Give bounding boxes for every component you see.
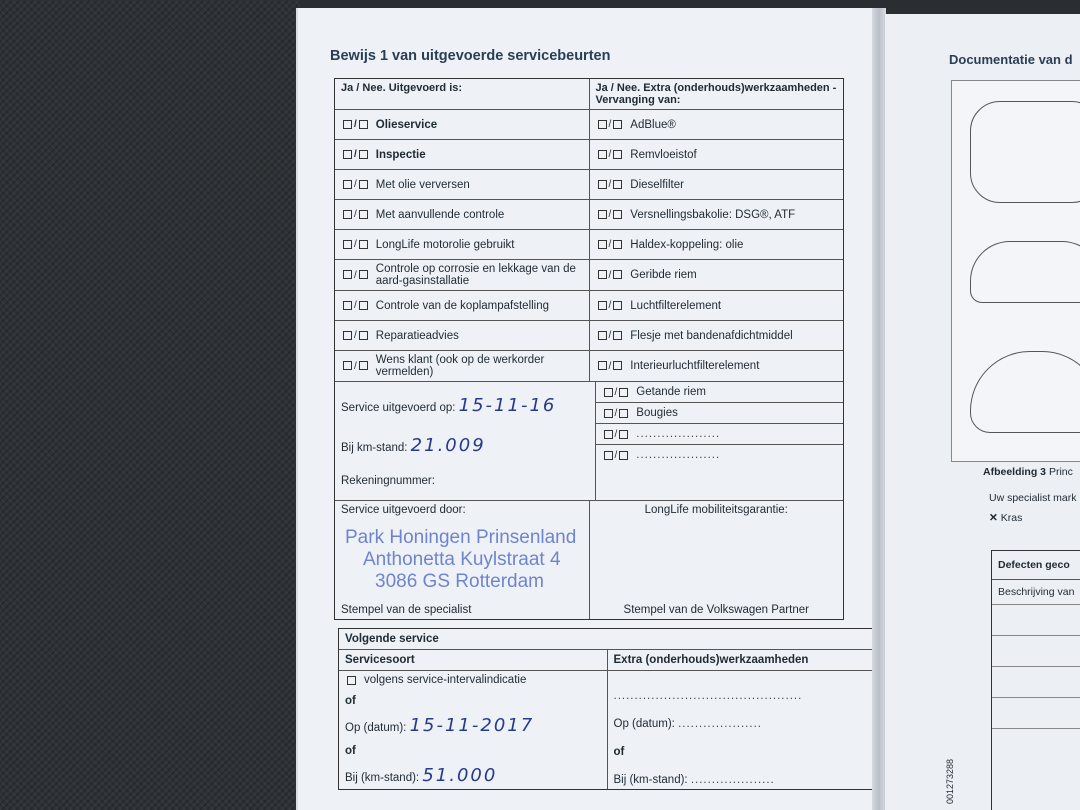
row-left-label: Met olie verversen [375,178,470,191]
car-side-view [970,241,1080,303]
table-row [335,321,843,351]
next-km-value: 51.000 [422,765,498,786]
checkbox[interactable]: / [341,179,370,190]
row-left-label: Olieservice [375,118,438,131]
dealer-stamp [341,527,576,593]
checkbox[interactable]: / [602,450,631,461]
figure-number: Afbeelding 3 [983,466,1047,478]
car-top-view [970,101,1080,203]
extra-item: Bougies [636,407,678,419]
performed-by-label: Service uitgevoerd door: [341,504,466,516]
booklet-right-page [884,14,1080,810]
header-left: Ja / Nee. Uitgevoerd is: [335,79,590,109]
table-row [335,260,843,291]
row-left-label: Met aanvullende controle [375,208,505,221]
row-left-label: Wens klant (ook op de werkorder vermelden) [375,354,545,378]
row-left-label: Controle van de koplampafstelling [375,299,550,312]
service-date-value: 15-11-16 [458,394,557,416]
checkbox[interactable]: / [602,429,631,440]
checkbox[interactable]: / [602,387,631,398]
table-row [335,170,843,200]
table-row [335,230,843,260]
row-left-label: Reparatieadvies [375,329,459,342]
extra-date-label: Op (datum): [613,718,675,730]
row-right-label: Dieselfilter [630,178,684,191]
checkbox[interactable]: / [341,361,370,372]
checkbox[interactable]: / [341,270,370,281]
row-right-label: AdBlue® [630,118,676,131]
checkbox[interactable]: / [341,300,370,311]
row-left-label: Inspectie [375,148,426,161]
invoice-label: Rekeningnummer: [341,475,435,488]
row-right-label: Luchtfilterelement [630,299,722,312]
checkbox[interactable]: / [341,330,370,341]
table-row [335,291,843,321]
stamp-line: 3086 GS Rotterdam [375,571,544,592]
row-right-label: Haldex-koppeling: olie [630,238,744,251]
checkbox[interactable]: / [341,239,370,250]
defects-table [991,550,1080,810]
extra-dots: ............................................. [613,690,803,702]
barcode-text: 001273288 [945,758,955,804]
checkbox[interactable]: / [596,179,625,190]
km-label: Bij km-stand: [341,441,408,454]
table-header-row [335,79,843,110]
car-diagram [951,80,1080,462]
next-date-label: Op (datum): [345,722,407,734]
extra-item: .................... [636,428,721,440]
checkbox[interactable]: / [596,239,625,250]
stamp-row [335,501,843,619]
service-info-row [335,382,843,501]
figure-caption-text: Princ [1048,466,1073,478]
longlife-label: LongLife mobiliteitsgarantie: [644,504,788,516]
next-date-value: 15-11-2017 [409,715,535,736]
stamp-specialist-label: Stempel van de specialist [341,604,472,616]
checkbox[interactable]: / [341,149,370,160]
extra-km-label: Bij (km-stand): [613,774,688,786]
checkbox[interactable]: / [596,209,625,220]
row-right-label: Geribde riem [630,269,697,281]
or-label: of [345,694,356,707]
stamp-line: Anthonetta Kuylstraat 4 [363,549,561,570]
table-row [335,351,843,382]
checkbox[interactable]: / [596,300,625,311]
defects-header: Defecten geco [992,551,1080,580]
checkbox[interactable]: / [341,209,370,220]
right-page-title: Documentatie van d [949,52,1073,67]
next-service-title: Volgende service [345,633,439,645]
seat-fabric-background [0,0,300,810]
service-type-header: Servicesoort [339,650,608,670]
km-value: 21.009 [410,434,486,456]
car-front-view [970,351,1080,433]
description-label: Beschrijving van [992,580,1080,605]
row-right-label: Interieurluchtfilterelement [630,360,760,372]
or-label: of [345,744,356,757]
stamp-line: Park Honingen Prinsenland [345,527,577,548]
row-left-label: LongLife motorolie gebruikt [375,238,515,251]
stamp-vw-label: Stempel van de Volkswagen Partner [623,604,809,616]
figure-caption [983,466,1073,478]
next-service-table [338,628,876,790]
scratch-legend: ✕ Kras [989,512,1023,524]
row-left-label: Controle op corrosie en lekkage van de aard-gasinstallatie [375,263,576,287]
extra-date-dots: .................... [678,718,762,730]
row-right-label: Versnellingsbakolie: DSG®, ATF [630,208,796,221]
checkbox[interactable]: / [596,270,625,281]
header-right: Ja / Nee. Extra (onderhouds)werkzaamheden - Vervanging van: [595,82,837,106]
extra-work-header: Extra (onderhouds)werkzaamheden [613,654,809,666]
specialist-note: Uw specialist mark [989,492,1077,504]
table-row [335,200,843,230]
checkbox[interactable]: / [341,119,370,130]
scratch-label: Kras [1000,512,1023,524]
checkbox[interactable]: / [596,330,625,341]
interval-label: volgens service-intervalindicatie [364,674,527,686]
checkbox[interactable]: / [596,361,625,372]
extra-item: .................... [636,449,721,461]
table-row [335,110,843,140]
extra-item: Getande riem [636,386,706,398]
checkbox[interactable]: / [596,119,625,130]
table-row [335,140,843,170]
or-label: of [613,746,625,758]
checkbox[interactable] [345,675,358,686]
checkbox[interactable]: / [596,149,625,160]
row-right-label: Flesje met bandenafdichtmiddel [630,329,793,342]
service-table [334,78,844,620]
extra-km-dots: .................... [690,774,775,786]
service-date-label: Service uitgevoerd op: [341,401,456,414]
checkbox[interactable]: / [602,408,631,419]
booklet-left-page [296,8,882,810]
page-title: Bewijs 1 van uitgevoerde servicebeurten [330,48,611,64]
next-km-label: Bij (km-stand): [345,772,420,784]
row-right-label: Remvloeistof [630,148,697,161]
